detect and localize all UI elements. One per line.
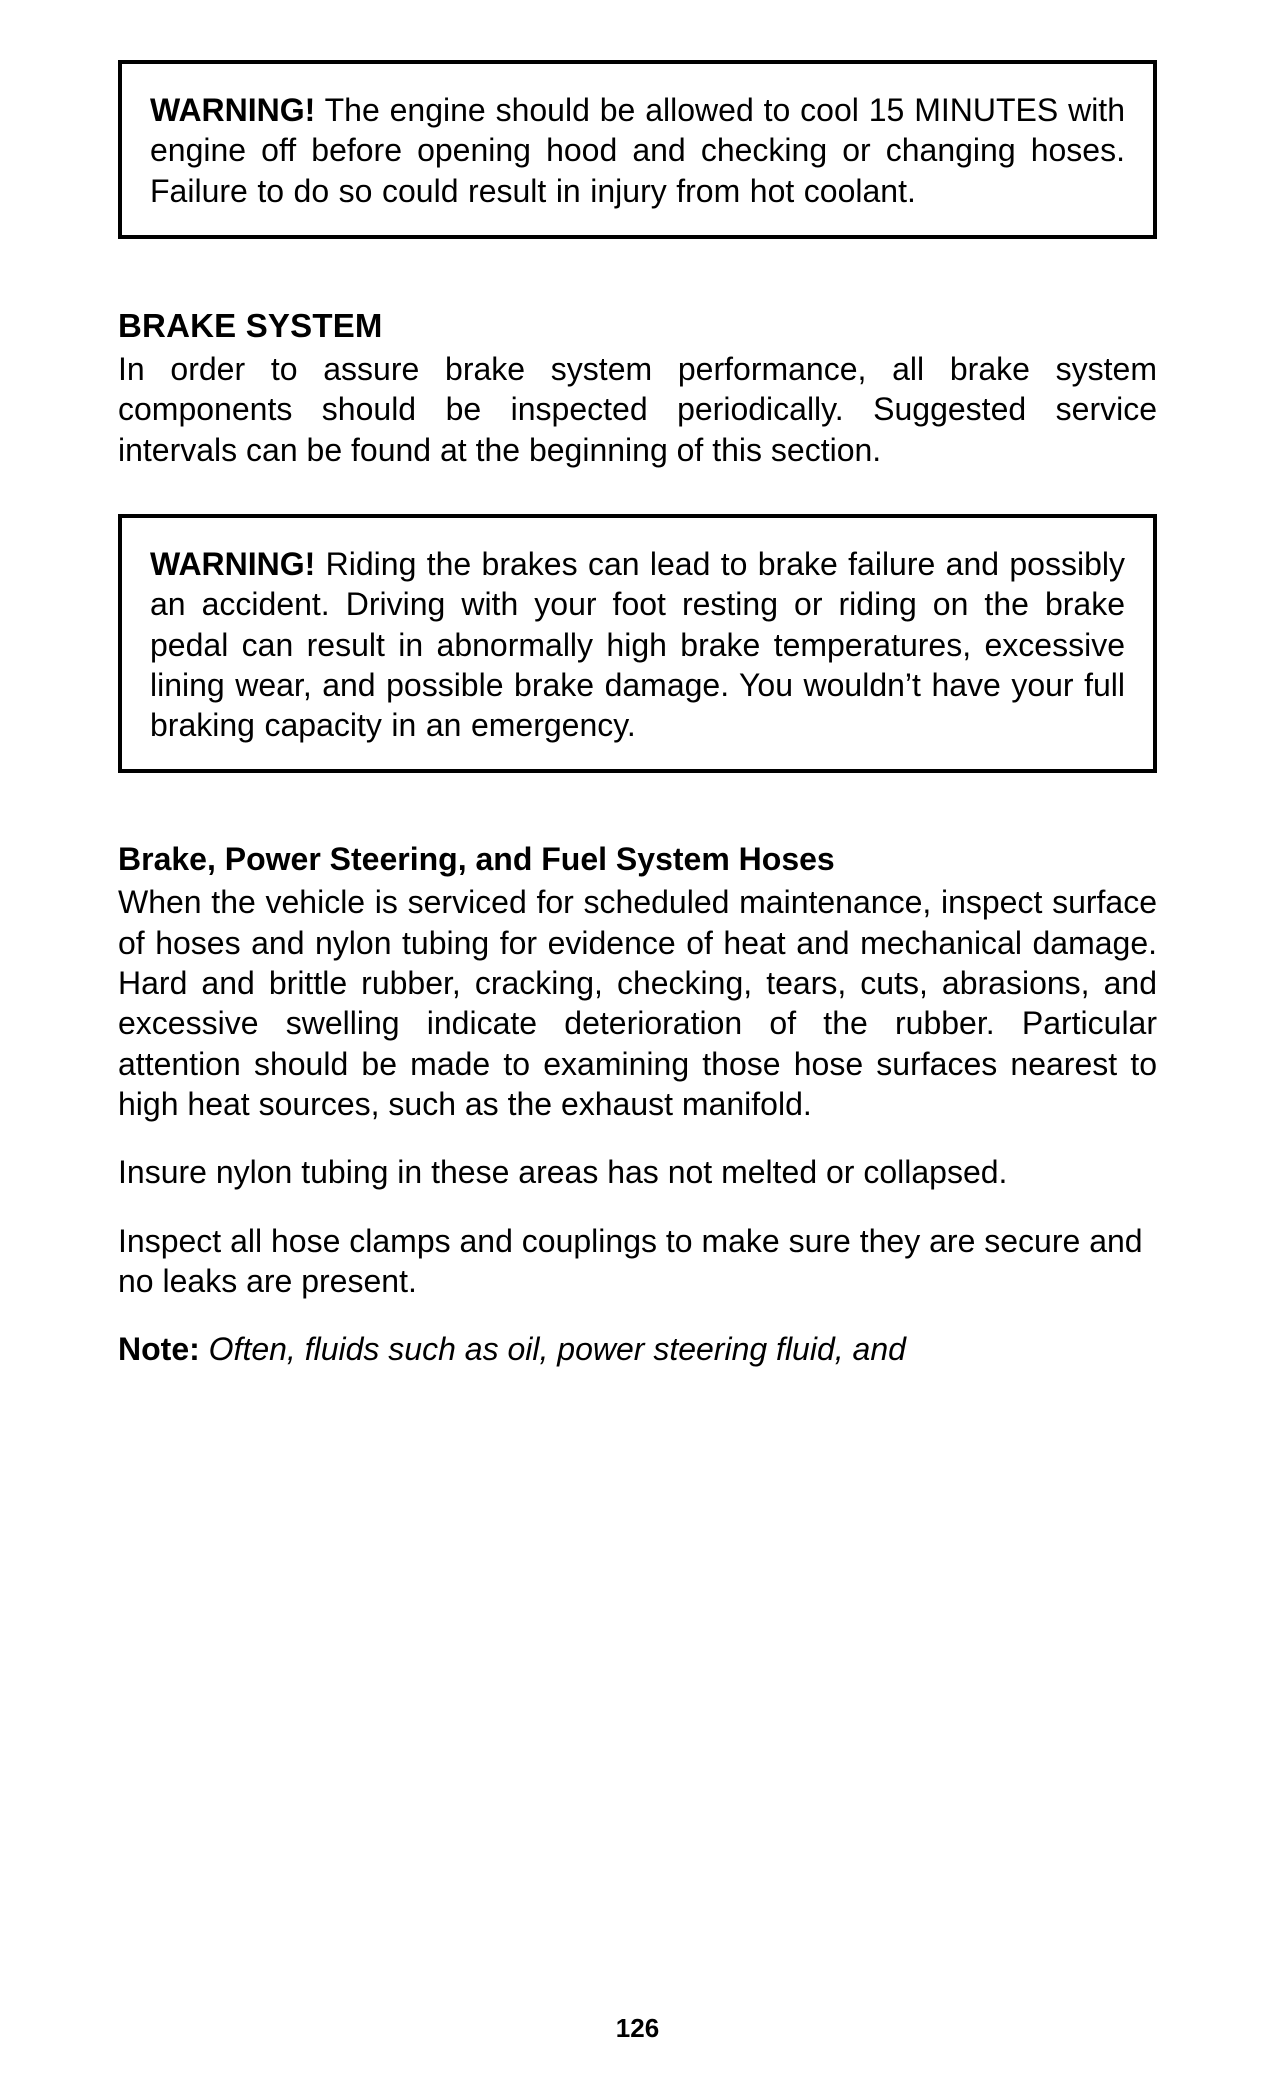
spacer	[118, 470, 1157, 514]
spacer	[118, 1193, 1157, 1221]
spacer	[118, 1301, 1157, 1329]
paragraph-brake-system: In order to assure brake system performance, all brake system components should be inspected periodically. Suggested service intervals can be found at the beginning of this section.	[118, 350, 1157, 468]
note-paragraph	[118, 1329, 1157, 1369]
spacer	[118, 247, 1157, 307]
warning-box-coolant	[118, 60, 1157, 239]
spacer	[118, 781, 1157, 841]
page-number: 126	[615, 2013, 660, 2043]
warning-body: Riding the brakes can lead to brake failure and possibly an accident. Driving with your foot resting or riding on the brake pedal can result in abnormally high brake temperatures, excessive lining wear, and possible brake damage. You wouldn’t have your full braking capacity in an emergency.	[150, 545, 1125, 744]
paragraph-hoses-2: Insure nylon tubing in these areas has not melted or collapsed.	[118, 1154, 1008, 1191]
warning-label: WARNING!	[150, 92, 316, 128]
paragraph-hoses-1: When the vehicle is serviced for scheduled maintenance, inspect surface of hoses and nylon tubing for evidence of heat and mechanical damage. Hard and brittle rubber, cracking, checking, tears, cuts, abrasions, and excessive swelling indicate deterioration of the rubber. Particular attention should be made to examining those hose surfaces nearest to high heat sources, such as the exhaust manifold.	[118, 884, 1157, 1122]
warning-body: The engine should be allowed to cool 15 MINUTES with engine off before opening hood and checking or changing hoses. Failure to do so could result in injury from hot coolant.	[150, 92, 1125, 209]
paragraph-hoses-3: Inspect all hose clamps and couplings to make sure they are secure and no leaks are present.	[118, 1222, 1143, 1299]
warning-text-coolant	[150, 90, 1125, 211]
spacer	[118, 1124, 1157, 1152]
note-text: Often, fluids such as oil, power steering fluid, and	[199, 1331, 906, 1368]
warning-box-riding-brakes	[118, 514, 1157, 774]
note-label: Note:	[118, 1331, 200, 1368]
subsection-heading-hoses: Brake, Power Steering, and Fuel System Hoses	[118, 841, 835, 878]
warning-text-riding-brakes	[150, 544, 1125, 746]
section-heading-brake-system: BRAKE SYSTEM	[118, 306, 383, 344]
warning-label: WARNING!	[150, 545, 316, 582]
